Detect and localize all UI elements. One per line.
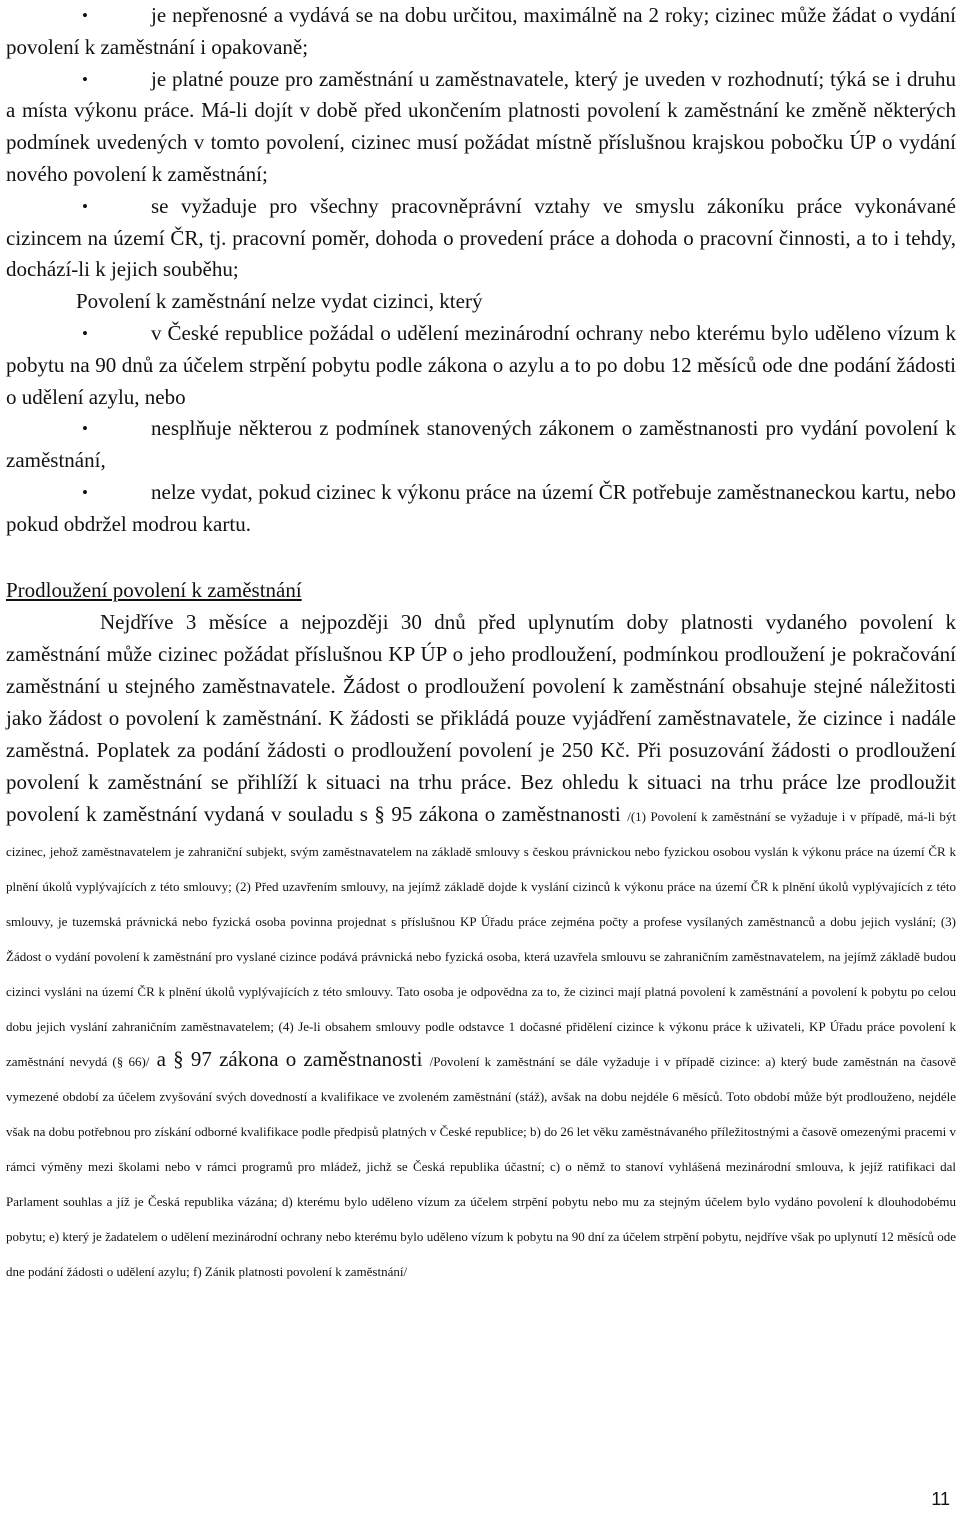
bullet-item [6, 191, 956, 286]
bullet-text: je platné pouze pro zaměstnání u zaměstnavatele, který je uveden v rozhodnutí; týká se i druhu a místa výkonu práce. Má-li dojít v době před ukončením platnosti povolení k zaměstnání ke změně některých podmínek uvedených v tomto povolení, cizinec musí požádat místně příslušnou krajskou pobočku ÚP o vydání nového povolení k zaměstnání; [6, 66, 956, 186]
main-text [6, 0, 956, 541]
bullet-icon: • [82, 196, 88, 216]
section-97-ref: a § 97 zákona o zaměstnanosti [156, 1047, 423, 1072]
paragraph-text: Nejdříve 3 měsíce a nejpozději 30 dnů před uplynutím doby platnosti vydaného povolení k zaměstnání může cizinec požádat příslušnou KP ÚP o jeho prodloužení, podmínkou prodloužení je pokračování zaměstnání u stejného zaměstnavatele. Žádost o prodloužení povolení k zaměstnání obsahuje stejné náležitosti jako žádost o povolení k zaměstnání. K žádosti se přikládá pouze vyjádření zaměstnavatele, že cizince i nadále zaměstná. Poplatek za podání žádosti o prodloužení povolení je 250 Kč. Při posuzování žádosti o prodloužení povolení k zaměstnání se přihlíží k situaci na trhu práce. Bez ohledu k situaci na trhu práce lze prodloužit povolení k zaměstnání vydaná v souladu s [6, 610, 956, 827]
document-page [6, 0, 956, 1288]
bullet-item [6, 477, 956, 541]
bullet-item [6, 318, 956, 413]
bullet-icon: • [82, 419, 88, 439]
footnote-97: /Povolení k zaměstnání se dále vyžaduje i v případě cizince: a) který bude zaměstnán na časově vymezené období za účelem zvyšování svých dovedností a kvalifikace ve zvoleném zaměstnání (stáž), avšak na dobu nejdéle 6 měsíců. Toto období může být prodlouženo, nejdéle však na dobu potřebnou pro získání odborné kvalifikace podle předpisů platných v České republice; b) do 26 let věku zaměstnávaného příležitostnými a časově omezenými pracemi v rámci výměny mezi školami nebo v rámci programů pro mládež, jichž se Česká republika účastní; c) o němž to stanoví vyhlášená mezinárodní smlouva, k jejíž ratifikaci dal Parlament souhlas a jíž je Česká republika vázána; d) kterému bylo uděleno vízum za účelem strpění pobytu nebo mu za stejným účelem bylo vydáno povolení k dlouhodobému pobytu; e) který je žadatelem o udělení mezinárodní ochrany nebo kterému bylo uděleno vízum k pobytu na 90 dní za účelem strpění pobytu, nejdříve však po uplynutí 12 měsíců ode dne podání žádosti o udělení azylu; f) Zánik platnosti povolení k zaměstnání/ [6, 1054, 957, 1280]
section-heading: Prodloužení povolení k zaměstnání [6, 577, 302, 602]
bullet-text: nelze vydat, pokud cizinec k výkonu práce na území ČR potřebuje zaměstnaneckou kartu, nebo pokud obdržel modrou kartu. [6, 479, 956, 536]
section-95-ref: § 95 zákona o zaměstnanosti [374, 802, 621, 827]
bullet-icon: • [82, 69, 88, 89]
bullet-icon: • [82, 6, 88, 25]
bullet-text: je nepřenosné a vydává se na dobu určitou, maximálně na 2 roky; cizinec může žádat o vydání povolení k zaměstnání i opakovaně; [6, 3, 956, 59]
bullet-item [6, 64, 956, 191]
bullet-item [6, 0, 956, 64]
bullet-icon: • [82, 482, 88, 502]
bullet-item [6, 413, 956, 477]
intro-line: Povolení k zaměstnání nelze vydat cizinci, který [76, 289, 483, 314]
bullet-text: nesplňuje některou z podmínek stanovených zákonem o zaměstnanosti pro vydání povolení k zaměstnání, [6, 416, 956, 473]
footnote-95: /(1) Povolení k zaměstnání se vyžaduje i v případě, má-li být cizinec, jehož zaměstnavatelem je zahraniční subjekt, svým zaměstnavatelem na základě smlouvy s českou právnickou nebo fyzickou osobou vyslán k výkonu práce na území ČR k plnění úkolů vyplývajících z této smlouvy; (2) Před uzavřením smlouvy, na jejímž základě dojde k vyslání cizinců k výkonu práce na území ČR k plnění úkolů vyplývajících z této smlouvy, je tuzemská právnická nebo fyzická osoba povinna projednat s příslušnou KP Úřadu práce zejména počty a profese vysílaných zaměstnanců a dobu jejich vyslání; (3) Žádost o vydání povolení k zaměstnání pro vyslané cizince podává právnická nebo fyzická osoba, která uzavřela smlouvu se zahraničním zaměstnavatelem, na jejímž základě budou cizinci vysláni na území ČR k plnění úkolů vyplývajících z této smlouvy. Tato osoba je odpovědna za to, že cizinci mají platná povolení k zaměstnání a povolení k pobytu po celou dobu jejich vyslání zahraničním zaměstnavatelem; (4) Je-li obsahem smlouvy podle odstavce 1 dočasné přidělení cizince k výkonu práce k uživateli, KP Úřadu práce povolení k zaměstnání nevydá (§ 66)/ [6, 809, 957, 1070]
bullet-text: se vyžaduje pro všechny pracovněprávní vztahy ve smyslu zákoníku práce vykonávané cizincem na území ČR, tj. pracovní poměr, dohoda o provedení práce a dohoda o pracovní činnosti, a to i tehdy, dochází-li k jejich souběhu; [6, 193, 956, 282]
bullet-text: v České republice požádal o udělení mezinárodní ochrany nebo kterému bylo uděleno vízum k pobytu na 90 dnů za účelem strpění pobytu podle zákona o azylu a to po dobu 12 měsíců ode dne podání žádosti o udělení azylu, nebo [6, 320, 956, 409]
section-body [6, 606, 956, 1288]
bullet-icon: • [82, 323, 88, 343]
page-number: 11 [931, 1489, 950, 1509]
